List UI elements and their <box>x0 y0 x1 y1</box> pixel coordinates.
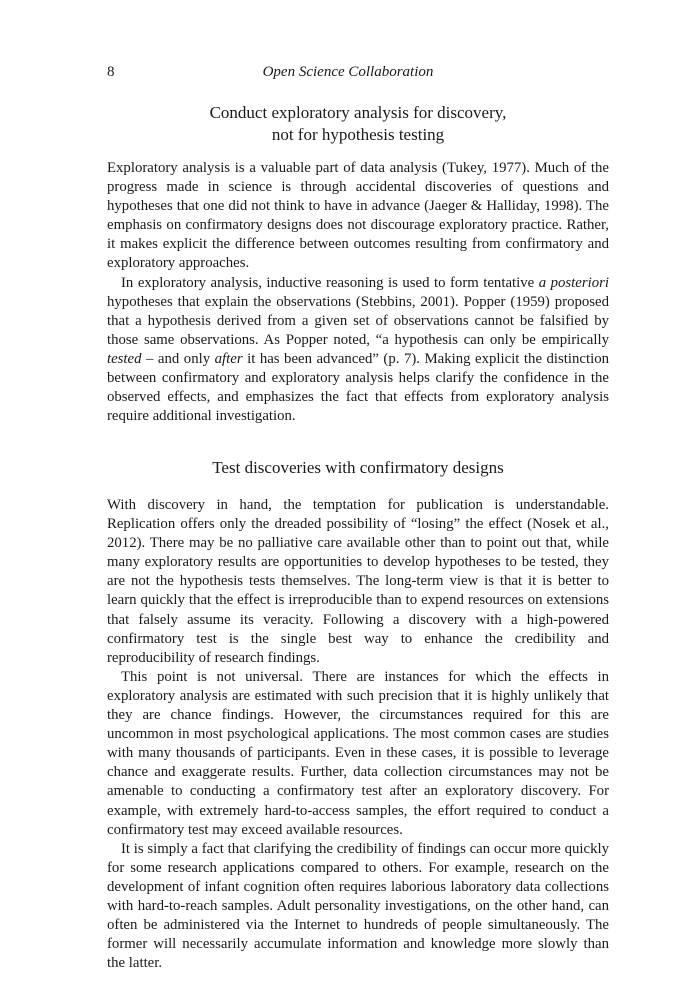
heading-line-1: Conduct exploratory analysis for discovery, <box>209 103 507 122</box>
text-run: hypotheses that explain the observations (Stebbins, 2001). Popper (1959) proposed that a hypothesis derived from a given set of observations cannot be falsified by those same observations. As Popper noted, “a hypothesis can only be empirically <box>107 293 609 348</box>
italic-text: tested <box>107 350 142 367</box>
paragraph: Exploratory analysis is a valuable part of data analysis (Tukey, 1977). Much of the progress made in science is through accidental discoveries of questions and hypotheses that one did not think to have in advance (Jaeger & Halliday, 1998). The emphasis on confirmatory designs does not discourage exploratory practice. Rather, it makes explicit the difference between outcomes resulting from confirmatory and exploratory approaches. <box>107 160 609 272</box>
section-body-confirmatory <box>107 496 609 973</box>
running-title: Open Science Collaboration <box>262 64 434 80</box>
paragraph: It is simply a fact that clarifying the credibility of findings can occur more quickly for some research applications compared to others. For example, research on the development of infant cognition often requires laborious laboratory data collections with hard-to-reach samples. Adult personality investigations, on the other hand, can often be administered via the Internet to hundreds of people simultaneously. The former will necessarily accumulate information and knowledge more slowly than the latter. <box>107 840 609 972</box>
section-body-exploratory <box>107 159 609 426</box>
text-run: In exploratory analysis, inductive reasoning is used to form tentative <box>121 274 539 291</box>
paragraph: This point is not universal. There are instances for which the effects in exploratory analysis are estimated with such precision that it is highly unlikely that they are chance findings. However, the circumstances required for this are uncommon in most psychological applications. The most common cases are studies with many thousands of participants. Even in these cases, it is possible to leverage chance and exaggerate results. Further, data collection circumstances may not be amenable to conducting a confirmatory test after an exploratory discovery. For example, with extremely hard-to-access samples, the effort required to conduct a confirmatory test may exceed available resources. <box>107 668 609 838</box>
page-number: 8 <box>107 64 115 80</box>
section-heading-exploratory <box>107 102 609 146</box>
italic-text: after <box>214 350 243 367</box>
running-header <box>0 64 696 86</box>
text-run: it has been advanced” (p. 7). Making explicit the distinction between confirmatory and exploratory analysis helps clarify the confidence in the observed effects, and emphasizes the fact that effects from exploratory analysis require additional investigation. <box>107 350 609 425</box>
paragraph <box>107 274 609 427</box>
italic-text: a posteriori <box>538 274 609 291</box>
heading-line-2: not for hypothesis testing <box>271 125 445 144</box>
text-run: – and only <box>141 350 215 367</box>
paragraph: With discovery in hand, the temptation for publication is understandable. Replication offers only the dreaded possibility of “losing” the effect (Nosek et al., 2012). There may be no palliative care available other than to point out that, while many exploratory results are opportunities to develop hypotheses to be tested, they are not the hypothesis tests themselves. The long-term view is that it is better to learn quickly that the effect is irreproducible than to expend resources on extensions that falsely assume its veracity. Following a discovery with a high-powered confirmatory test is the single best way to enhance the credibility and reproducibility of research findings. <box>107 497 609 666</box>
section-heading-confirmatory: Test discoveries with confirmatory designs <box>212 458 504 477</box>
